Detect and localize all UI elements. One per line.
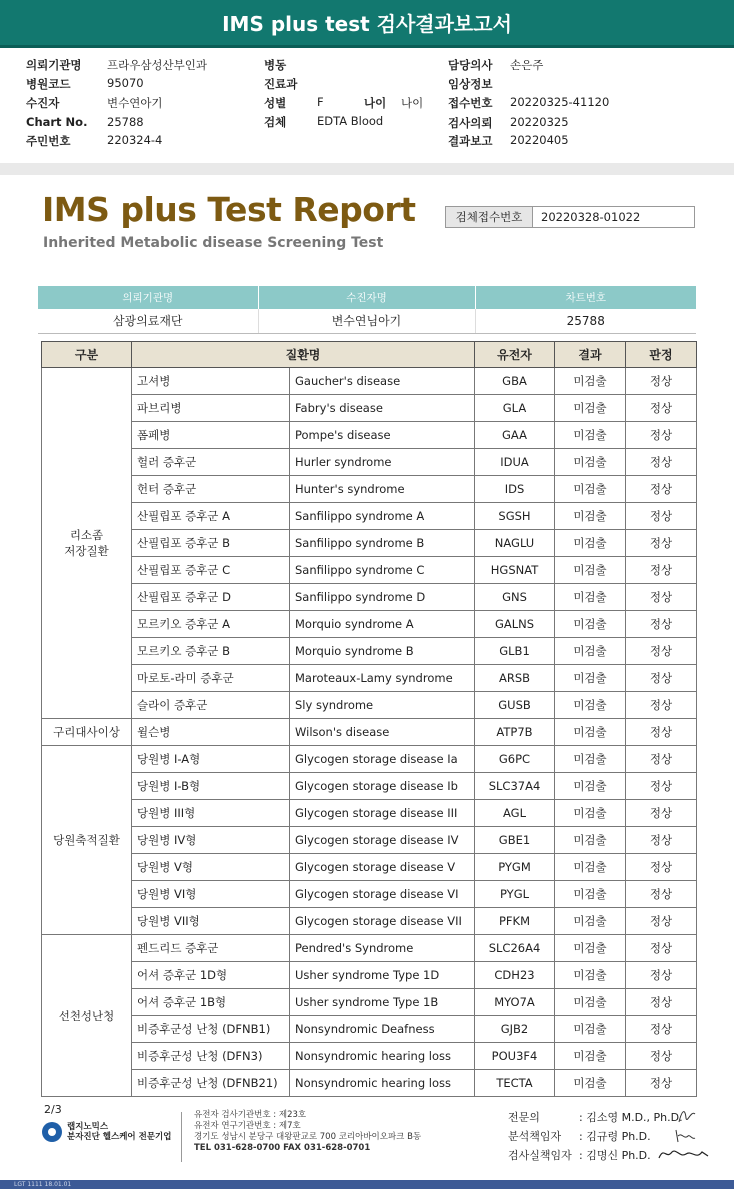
- table-row: [42, 1016, 697, 1043]
- sex-label: 성별: [264, 96, 287, 110]
- hospital-code-label: 병원코드: [26, 77, 71, 91]
- judgement-cell: 정상: [626, 449, 697, 476]
- disease-ko-cell: 마로토-라미 증후군: [132, 665, 290, 692]
- gene-cell: PFKM: [475, 908, 555, 935]
- table-row: [42, 503, 697, 530]
- receipt-number-box: [445, 206, 695, 228]
- disease-ko-cell: 모르키오 증후군 B: [132, 638, 290, 665]
- reception-value: 20220325-41120: [510, 95, 610, 109]
- judgement-cell: 정상: [626, 692, 697, 719]
- result-cell: 미검출: [555, 962, 626, 989]
- judgement-cell: 정상: [626, 989, 697, 1016]
- disease-ko-cell: 당원병 I-B형: [132, 773, 290, 800]
- gene-cell: AGL: [475, 800, 555, 827]
- info-table: [38, 286, 696, 334]
- age-value: 나이: [401, 96, 424, 110]
- gene-cell: SLC26A4: [475, 935, 555, 962]
- table-row: [42, 368, 697, 395]
- gene-cell: POU3F4: [475, 1043, 555, 1070]
- company-logo: [42, 1122, 171, 1142]
- disease-en-cell: Glycogen storage disease VII: [290, 908, 475, 935]
- gene-cell: NAGLU: [475, 530, 555, 557]
- table-row: [42, 665, 697, 692]
- disease-en-cell: Fabry's disease: [290, 395, 475, 422]
- report-date-value: 20220405: [510, 133, 569, 147]
- disease-ko-cell: 비증후군성 난청 (DFN3): [132, 1043, 290, 1070]
- disease-en-cell: Nonsyndromic hearing loss: [290, 1043, 475, 1070]
- result-cell: 미검출: [555, 800, 626, 827]
- gene-cell: GBE1: [475, 827, 555, 854]
- gene-cell: GAA: [475, 422, 555, 449]
- disease-ko-cell: 폼페병: [132, 422, 290, 449]
- info-cell: 삼광의료재단: [38, 309, 258, 333]
- judgement-cell: 정상: [626, 908, 697, 935]
- patient-value: 변수연아기: [107, 96, 163, 110]
- disease-ko-cell: 산필립포 증후군 B: [132, 530, 290, 557]
- result-cell: 미검출: [555, 638, 626, 665]
- signer-name: : 김규령 Ph.D.: [579, 1130, 651, 1143]
- judgement-cell: 정상: [626, 395, 697, 422]
- doctor-label: 담당의사: [448, 58, 493, 72]
- table-row: [42, 557, 697, 584]
- result-cell: 미검출: [555, 422, 626, 449]
- age-label: 나이: [364, 96, 387, 110]
- info-cell: 변수연님아기: [258, 309, 475, 333]
- result-cell: 미검출: [555, 1043, 626, 1070]
- disease-ko-cell: 모르키오 증후군 A: [132, 611, 290, 638]
- table-row: [42, 584, 697, 611]
- judgement-cell: 정상: [626, 422, 697, 449]
- info-header: 의뢰기관명: [38, 286, 258, 309]
- rrn-value: 220324-4: [107, 133, 163, 147]
- result-cell: 미검출: [555, 827, 626, 854]
- judgement-cell: 정상: [626, 854, 697, 881]
- disease-ko-cell: 윌슨병: [132, 719, 290, 746]
- disease-ko-cell: 당원병 VII형: [132, 908, 290, 935]
- judgement-cell: 정상: [626, 557, 697, 584]
- category-cell: 당원축적질환: [42, 746, 132, 935]
- judgement-cell: 정상: [626, 638, 697, 665]
- report-date-label: 결과보고: [448, 134, 493, 148]
- result-cell: 미검출: [555, 557, 626, 584]
- disease-ko-cell: 펜드리드 증후군: [132, 935, 290, 962]
- table-row: [42, 1043, 697, 1070]
- table-row: [42, 962, 697, 989]
- info-header: 수진자명: [258, 286, 475, 309]
- disease-en-cell: Usher syndrome Type 1D: [290, 962, 475, 989]
- disease-en-cell: Nonsyndromic Deafness: [290, 1016, 475, 1043]
- signature-1: [676, 1106, 698, 1126]
- disease-en-cell: Wilson's disease: [290, 719, 475, 746]
- judgement-cell: 정상: [626, 503, 697, 530]
- addr-line: 경기도 성남시 분당구 대왕판교로 700 코리아바이오파크 B동: [194, 1132, 422, 1142]
- info-header: 차트번호: [475, 286, 696, 309]
- results-header: 질환명: [132, 342, 475, 368]
- gene-cell: GLA: [475, 395, 555, 422]
- table-row: [42, 449, 697, 476]
- gene-cell: HGSNAT: [475, 557, 555, 584]
- disease-ko-cell: 비증후군성 난청 (DFNB21): [132, 1070, 290, 1097]
- addr-line: TEL 031-628-0700 FAX 031-628-0701: [194, 1143, 371, 1153]
- judgement-cell: 정상: [626, 1043, 697, 1070]
- disease-en-cell: Morquio syndrome A: [290, 611, 475, 638]
- result-cell: 미검출: [555, 773, 626, 800]
- signer-role: 전문의: [508, 1111, 540, 1124]
- table-row: [42, 827, 697, 854]
- disease-ko-cell: 비증후군성 난청 (DFNB1): [132, 1016, 290, 1043]
- judgement-cell: 정상: [626, 1016, 697, 1043]
- disease-ko-cell: 헌터 증후군: [132, 476, 290, 503]
- disease-ko-cell: 당원병 I-A형: [132, 746, 290, 773]
- result-cell: 미검출: [555, 1070, 626, 1097]
- gene-cell: GNS: [475, 584, 555, 611]
- disease-en-cell: Usher syndrome Type 1B: [290, 989, 475, 1016]
- disease-en-cell: Morquio syndrome B: [290, 638, 475, 665]
- footer: [0, 1100, 734, 1189]
- table-row: [42, 422, 697, 449]
- chart-label: Chart No.: [26, 115, 88, 129]
- disease-en-cell: Glycogen storage disease IV: [290, 827, 475, 854]
- result-cell: 미검출: [555, 1016, 626, 1043]
- judgement-cell: 정상: [626, 935, 697, 962]
- disease-ko-cell: 산필립포 증후군 C: [132, 557, 290, 584]
- rrn-label: 주민번호: [26, 134, 71, 148]
- addr-line: 유전자 검사기관번호 : 제23호: [194, 1110, 307, 1120]
- disease-ko-cell: 산필립포 증후군 D: [132, 584, 290, 611]
- judgement-cell: 정상: [626, 584, 697, 611]
- gene-cell: SLC37A4: [475, 773, 555, 800]
- results-header: 결과: [555, 342, 626, 368]
- reception-label: 접수번호: [448, 96, 493, 110]
- logo-line-2: 분자진단 헬스케어 전문기업: [67, 1132, 172, 1142]
- result-cell: 미검출: [555, 368, 626, 395]
- judgement-cell: 정상: [626, 719, 697, 746]
- category-cell: 리소좀 저장질환: [42, 368, 132, 719]
- request-label: 검사의뢰: [448, 116, 493, 130]
- clinical-label: 임상정보: [448, 77, 493, 91]
- disease-ko-cell: 당원병 V형: [132, 854, 290, 881]
- result-cell: 미검출: [555, 881, 626, 908]
- table-row: [42, 854, 697, 881]
- disease-en-cell: Glycogen storage disease V: [290, 854, 475, 881]
- signer-name: : 김소영 M.D., Ph.D.: [579, 1111, 683, 1124]
- disease-en-cell: Glycogen storage disease Ia: [290, 746, 475, 773]
- disease-en-cell: Hurler syndrome: [290, 449, 475, 476]
- disease-en-cell: Sanfilippo syndrome C: [290, 557, 475, 584]
- judgement-cell: 정상: [626, 611, 697, 638]
- table-row: [42, 719, 697, 746]
- hospital-value: 프라우삼성산부인과: [107, 58, 207, 72]
- table-row: [42, 746, 697, 773]
- logo-line-1: 랩지노믹스: [67, 1122, 109, 1132]
- table-row: [42, 638, 697, 665]
- gene-cell: GBA: [475, 368, 555, 395]
- addr-line: 유전자 연구기관번호 : 제7호: [194, 1121, 301, 1131]
- gene-cell: GALNS: [475, 611, 555, 638]
- report-subtitle: Inherited Metabolic disease Screening Test: [43, 235, 384, 251]
- results-header: 유전자: [475, 342, 555, 368]
- result-cell: 미검출: [555, 665, 626, 692]
- gene-cell: GLB1: [475, 638, 555, 665]
- result-cell: 미검출: [555, 395, 626, 422]
- gene-cell: SGSH: [475, 503, 555, 530]
- gene-cell: IDS: [475, 476, 555, 503]
- signer-role: 검사실책임자: [508, 1149, 572, 1162]
- gene-cell: MYO7A: [475, 989, 555, 1016]
- table-row: [42, 989, 697, 1016]
- hospital-label: 의뢰기관명: [26, 58, 82, 72]
- judgement-cell: 정상: [626, 530, 697, 557]
- specimen-value: EDTA Blood: [317, 114, 384, 128]
- disease-en-cell: Pompe's disease: [290, 422, 475, 449]
- result-cell: 미검출: [555, 476, 626, 503]
- table-row: [42, 773, 697, 800]
- logo-icon: [42, 1122, 62, 1142]
- table-row: [42, 476, 697, 503]
- judgement-cell: 정상: [626, 476, 697, 503]
- receipt-label: 검체접수번호: [446, 207, 533, 227]
- gene-cell: GUSB: [475, 692, 555, 719]
- gene-cell: CDH23: [475, 962, 555, 989]
- disease-ko-cell: 어셔 증후군 1D형: [132, 962, 290, 989]
- dept-label: 진료과: [264, 77, 298, 91]
- table-row: [42, 935, 697, 962]
- disease-ko-cell: 당원병 IV형: [132, 827, 290, 854]
- disease-ko-cell: 헐러 증후군: [132, 449, 290, 476]
- gene-cell: PYGL: [475, 881, 555, 908]
- judgement-cell: 정상: [626, 368, 697, 395]
- disease-en-cell: Glycogen storage disease III: [290, 800, 475, 827]
- doctor-value: 손은주: [510, 58, 544, 72]
- specimen-label: 검체: [264, 115, 287, 129]
- section-divider: [0, 163, 734, 175]
- table-row: [42, 692, 697, 719]
- table-row: [42, 1070, 697, 1097]
- result-cell: 미검출: [555, 449, 626, 476]
- chart-value: 25788: [107, 115, 144, 129]
- judgement-cell: 정상: [626, 773, 697, 800]
- table-row: [42, 395, 697, 422]
- disease-en-cell: Sanfilippo syndrome D: [290, 584, 475, 611]
- lab-address: [194, 1110, 421, 1154]
- info-cell: 25788: [475, 309, 696, 333]
- result-cell: 미검출: [555, 611, 626, 638]
- judgement-cell: 정상: [626, 800, 697, 827]
- judgement-cell: 정상: [626, 881, 697, 908]
- signer-name: : 김명신 Ph.D.: [579, 1149, 651, 1162]
- result-cell: 미검출: [555, 746, 626, 773]
- page-number: 2/3: [44, 1103, 62, 1116]
- disease-en-cell: Glycogen storage disease Ib: [290, 773, 475, 800]
- report-title: IMS plus Test Report: [42, 190, 416, 229]
- gene-cell: PYGM: [475, 854, 555, 881]
- disease-en-cell: Glycogen storage disease VI: [290, 881, 475, 908]
- table-row: [42, 908, 697, 935]
- request-value: 20220325: [510, 115, 569, 129]
- signer-role: 분석책임자: [508, 1130, 562, 1143]
- disease-ko-cell: 어셔 증후군 1B형: [132, 989, 290, 1016]
- judgement-cell: 정상: [626, 827, 697, 854]
- report-banner: IMS plus test 검사결과보고서: [0, 0, 734, 48]
- gene-cell: TECTA: [475, 1070, 555, 1097]
- result-cell: 미검출: [555, 935, 626, 962]
- judgement-cell: 정상: [626, 746, 697, 773]
- table-row: [42, 530, 697, 557]
- patient-header: [0, 55, 734, 155]
- results-header: 구분: [42, 342, 132, 368]
- result-cell: 미검출: [555, 584, 626, 611]
- gene-cell: G6PC: [475, 746, 555, 773]
- gene-cell: IDUA: [475, 449, 555, 476]
- disease-en-cell: Gaucher's disease: [290, 368, 475, 395]
- disease-ko-cell: 파브리병: [132, 395, 290, 422]
- table-row: [42, 881, 697, 908]
- category-cell: 선천성난청: [42, 935, 132, 1097]
- result-cell: 미검출: [555, 989, 626, 1016]
- disease-en-cell: Nonsyndromic hearing loss: [290, 1070, 475, 1097]
- disease-ko-cell: 산필립포 증후군 A: [132, 503, 290, 530]
- disease-en-cell: Sanfilippo syndrome B: [290, 530, 475, 557]
- disease-ko-cell: 당원병 III형: [132, 800, 290, 827]
- gene-cell: ATP7B: [475, 719, 555, 746]
- disease-en-cell: Hunter's syndrome: [290, 476, 475, 503]
- category-cell: 구리대사이상: [42, 719, 132, 746]
- result-cell: 미검출: [555, 719, 626, 746]
- bottom-bar: LGT 1111 18.01.01: [0, 1180, 734, 1189]
- result-cell: 미검출: [555, 503, 626, 530]
- result-cell: 미검출: [555, 854, 626, 881]
- table-row: [42, 611, 697, 638]
- table-row: [42, 800, 697, 827]
- sex-value: F: [317, 95, 324, 109]
- disease-en-cell: Pendred's Syndrome: [290, 935, 475, 962]
- disease-en-cell: Sanfilippo syndrome A: [290, 503, 475, 530]
- patient-label: 수진자: [26, 96, 60, 110]
- gene-cell: ARSB: [475, 665, 555, 692]
- disease-ko-cell: 고셔병: [132, 368, 290, 395]
- hospital-code-value: 95070: [107, 76, 144, 90]
- disease-ko-cell: 슬라이 증후군: [132, 692, 290, 719]
- judgement-cell: 정상: [626, 1070, 697, 1097]
- result-cell: 미검출: [555, 692, 626, 719]
- receipt-value: 20220328-01022: [541, 210, 641, 224]
- results-header: 판정: [626, 342, 697, 368]
- result-cell: 미검출: [555, 908, 626, 935]
- judgement-cell: 정상: [626, 962, 697, 989]
- judgement-cell: 정상: [626, 665, 697, 692]
- gene-cell: GJB2: [475, 1016, 555, 1043]
- result-cell: 미검출: [555, 530, 626, 557]
- disease-en-cell: Maroteaux-Lamy syndrome: [290, 665, 475, 692]
- results-table: [41, 341, 697, 1097]
- footer-divider: [181, 1112, 182, 1162]
- disease-en-cell: Sly syndrome: [290, 692, 475, 719]
- disease-ko-cell: 당원병 VI형: [132, 881, 290, 908]
- signature-3: [656, 1142, 712, 1164]
- ward-label: 병동: [264, 58, 287, 72]
